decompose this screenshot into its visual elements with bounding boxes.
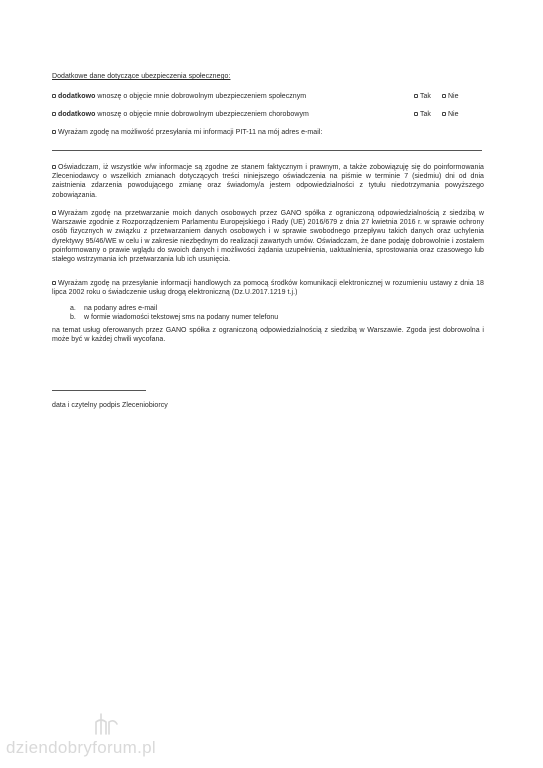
list-item[interactable] (70, 313, 278, 322)
list-marker: a. (70, 305, 76, 312)
checkbox-icon[interactable] (52, 94, 56, 98)
list-item-label: w formie wiadomości tekstowej sms na podany numer telefonu (84, 314, 279, 321)
checkbox-icon[interactable] (414, 112, 418, 116)
sickness-insurance-yes[interactable] (414, 110, 431, 119)
email-fill-line[interactable] (52, 150, 482, 151)
social-insurance-no[interactable] (442, 92, 459, 101)
checkbox-icon[interactable] (52, 112, 56, 116)
yes-label: Tak (420, 93, 431, 100)
checkbox-icon[interactable] (52, 130, 56, 134)
gdpr-consent-paragraph (52, 209, 484, 264)
section-title: Dodatkowe dane dotyczące ubezpieczenia społecznego: (52, 73, 231, 80)
list-marker: b. (70, 314, 76, 321)
no-label: Nie (448, 93, 459, 100)
marketing-tail-paragraph: na temat usług oferowanych przez GANO spółka z ograniczoną odpowiedzialnością z siedzibą w Warszawie. Zgoda jest dobrowolna i może być w każdej chwili wycofana. (52, 327, 484, 344)
signature-label: data i czytelny podpis Zleceniobiorcy (52, 402, 168, 409)
sickness-insurance-no[interactable] (442, 110, 459, 119)
signature-line[interactable] (52, 390, 146, 391)
marketing-consent-paragraph (52, 279, 484, 297)
bold-word: dodatkowo (58, 111, 96, 118)
checkbox-icon[interactable] (442, 94, 446, 98)
gdpr-consent-text: Wyrażam zgodę na przetwarzanie moich danych osobowych przez GANO spółka z ograniczoną odpowiedzialnością z siedzibą w Warszawie zgodnie z Rozporządzeniem Parlamentu Europejskiego i Rady (UE) 2016/679 z dnia 27 kwietnia 2016 r. w sprawie ochrony osób fizycznych w związku z przetwarzaniem danych osobowych i w sprawie swobodnego przepływu takich danych oraz uchylenia dyrektywy 95/46/WE w celu i w zakresie niezbędnym do realizacji zawartych umów. Oświadczam, że dane podaję dobrowolnie i zostałem poinformowany o prawie wglądu do swoich danych i możliwości żądania uzupełnienia, uaktualnienia, sprostowania oraz czasowego lub stałego wstrzymania ich przetwarzania lub ich usunięcia. (52, 210, 484, 264)
statement-text: wnoszę o objęcie mnie dobrowolnym ubezpieczeniem społecznym (97, 93, 307, 100)
checkbox-icon[interactable] (52, 281, 56, 285)
checkbox-icon[interactable] (52, 165, 56, 169)
yes-label: Tak (420, 111, 431, 118)
checkbox-icon[interactable] (414, 94, 418, 98)
checkbox-icon[interactable] (52, 211, 56, 215)
watermark-text: dziendobryforum.pl (6, 738, 156, 757)
checkbox-icon[interactable] (442, 112, 446, 116)
declaration-text: Oświadczam, iż wszystkie w/w informacje są zgodne ze stanem faktycznym i prawnym, a także zobowiązuję się do poinformowania Zleceniodawcy o wszelkich zmianach dotyczących treści niniejszego oświadczenia na piśmie w terminie 7 (siedmiu) dni od dnia zaistnienia zdarzenia powodującego zmianę oraz świadomy/a jestem odpowiedzialności z tytułu niedotrzymania powyższego zobowiązania. (52, 164, 484, 199)
statement-text: wnoszę o objęcie mnie dobrowolnym ubezpieczeniem chorobowym (97, 111, 309, 118)
declaration-paragraph (52, 163, 484, 200)
marketing-consent-text: Wyrażam zgodę na przesyłanie informacji handlowych za pomocą środków komunikacji elektronicznej w rozumieniu ustawy z dnia 18 lipca 2002 roku o świadczenie usług drogą elektroniczną (Dz.U.2017.1219 t.j.) (52, 280, 484, 297)
marketing-options-list (70, 304, 278, 322)
bold-word: dodatkowo (58, 93, 96, 100)
pit-consent (52, 128, 322, 137)
social-insurance-yes[interactable] (414, 92, 431, 101)
pit-consent-text: Wyrażam zgodę na możliwość przesyłania mi informacji PIT-11 na mój adres e-mail: (58, 129, 323, 136)
list-item[interactable] (70, 304, 278, 313)
social-insurance-statement (52, 92, 306, 101)
no-label: Nie (448, 111, 459, 118)
list-item-label: na podany adres e-mail (84, 305, 158, 312)
sickness-insurance-statement (52, 110, 309, 119)
